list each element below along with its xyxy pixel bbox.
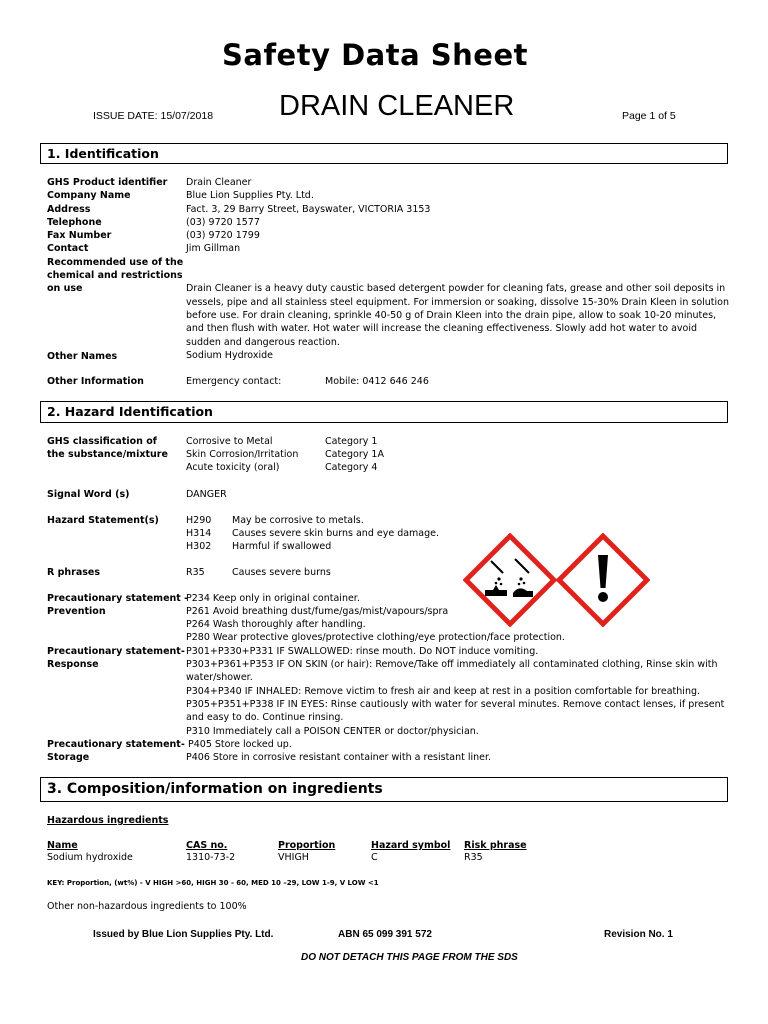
table-cell: VHIGH	[278, 852, 309, 863]
response-statement: water/shower.	[186, 672, 253, 683]
prevention-statement: P280 Wear protective gloves/protective clothing/eye protection/face protection.	[186, 632, 565, 643]
section-composition-heading: 3. Composition/information on ingredients	[40, 777, 728, 802]
hazard-code: H314	[186, 528, 212, 539]
contact-value: Jim Gillman	[186, 243, 241, 254]
page-title: Safety Data Sheet	[221, 38, 528, 72]
ghs-classification-label: GHS classification of	[47, 436, 157, 447]
mobile-number: Mobile: 0412 646 246	[325, 376, 429, 387]
company-value: Blue Lion Supplies Pty. Ltd.	[186, 190, 314, 201]
signal-word-label: Signal Word (s)	[47, 489, 130, 500]
response-statement: and easy to do. Continue rinsing.	[186, 712, 344, 723]
class-category: Category 1A	[325, 449, 384, 460]
revision-number: Revision No. 1	[604, 929, 673, 940]
telephone-value: (03) 9720 1577	[186, 217, 260, 228]
corrosion-pictogram-icon	[463, 533, 557, 627]
storage-label: Storage	[47, 752, 90, 763]
recommended-use-text: and then flush with water. Hot water will increase the cleaning effectiveness. Slowly add hot water to avoid	[186, 323, 698, 334]
class-category: Category 1	[325, 436, 378, 447]
response-label: Response	[47, 659, 99, 670]
company-label: Company Name	[47, 190, 131, 201]
table-cell: 1310-73-2	[186, 852, 236, 863]
fax-label: Fax Number	[47, 230, 112, 241]
recommended-use-text: before use. For drain cleaning, sprinkle 40-50 g of Drain Kleen into the drain pipe, allow to soak 10-20 minutes,	[186, 310, 717, 321]
column-header-cas: CAS no.	[186, 840, 228, 851]
prevention-label: Precautionary statement -	[47, 593, 189, 604]
ghs-identifier-value: Drain Cleaner	[186, 177, 252, 188]
response-statement: P301+P330+P331 IF SWALLOWED: rinse mouth. Do NOT induce vomiting.	[186, 646, 539, 657]
issued-by: Issued by Blue Lion Supplies Pty. Ltd.	[93, 929, 274, 940]
response-statement: P305+P351+P338 IF IN EYES: Rinse cautiously with water for several minutes. Remove contact lenses, if present	[186, 699, 725, 710]
prevention-statement: P264 Wash thoroughly after handling.	[186, 619, 366, 630]
ghs-classification-label: the substance/mixture	[47, 449, 168, 460]
hazard-text: May be corrosive to metals.	[232, 515, 364, 526]
telephone-label: Telephone	[47, 217, 102, 228]
class-name: Acute toxicity (oral)	[186, 462, 280, 473]
r-phrases-label: R phrases	[47, 567, 101, 578]
response-label: Precautionary statement-	[47, 646, 185, 657]
prevention-label: Prevention	[47, 606, 106, 617]
recommended-use-text: sudden and dangerous reaction.	[186, 337, 340, 348]
response-statement: P303+P361+P353 IF ON SKIN (or hair): Remove/Take off immediately all contaminated clothing, Rinse skin with	[186, 659, 718, 670]
issue-date: ISSUE DATE: 15/07/2018	[93, 110, 214, 122]
table-cell: C	[371, 852, 378, 863]
recommended-use-label: Recommended use of the	[47, 257, 184, 268]
hazard-text: Harmful if swallowed	[232, 541, 332, 552]
proportion-key: KEY: Proportion, (wt%) - V HIGH >60, HIGH 30 - 60, MED 10 –29, LOW 1-9, V LOW <1	[47, 879, 379, 887]
section-hazard-heading: 2. Hazard Identification	[40, 401, 728, 423]
page-number: Page 1 of 5	[622, 110, 676, 122]
hazardous-ingredients-heading: Hazardous ingredients	[47, 815, 169, 826]
hazard-code: H290	[186, 515, 212, 526]
storage-label: Precautionary statement-	[47, 739, 185, 750]
recommended-use-label: on use	[47, 283, 83, 294]
prevention-statement: P261 Avoid breathing dust/fume/gas/mist/vapours/spra	[186, 606, 449, 617]
other-names-label: Other Names	[47, 351, 118, 362]
column-header-proportion: Proportion	[278, 840, 336, 851]
detach-notice: DO NOT DETACH THIS PAGE FROM THE SDS	[301, 952, 518, 963]
abn: ABN 65 099 391 572	[338, 929, 432, 940]
ghs-identifier-label: GHS Product identifier	[47, 177, 168, 188]
fax-value: (03) 9720 1799	[186, 230, 260, 241]
exclamation-pictogram-icon	[556, 533, 650, 627]
signal-word-value: DANGER	[186, 489, 227, 500]
address-value: Fact. 3, 29 Barry Street, Bayswater, VICTORIA 3153	[186, 204, 431, 215]
other-info-label: Other Information	[47, 376, 144, 387]
storage-statement: P405 Store locked up.	[188, 739, 292, 750]
other-ingredients-note: Other non-hazardous ingredients to 100%	[47, 901, 247, 912]
class-name: Corrosive to Metal	[186, 436, 273, 447]
contact-label: Contact	[47, 243, 89, 254]
hazard-text: Causes severe skin burns and eye damage.	[232, 528, 440, 539]
response-statement: P304+P340 IF INHALED: Remove victim to fresh air and keep at rest in a position comfortable for breathing.	[186, 686, 701, 697]
recommended-use-label: chemical and restrictions	[47, 270, 183, 281]
table-cell: R35	[464, 852, 483, 863]
column-header-hazard-symbol: Hazard symbol	[371, 840, 451, 851]
table-cell: Sodium hydroxide	[47, 852, 133, 863]
section-identification-heading: 1. Identification	[40, 143, 728, 164]
other-names-value: Sodium Hydroxide	[186, 350, 273, 361]
recommended-use-text: vessels, pipe and all stainless steel equipment. For immersion or soaking, dissolve 15-30% Drain Kleen in solution	[186, 297, 729, 308]
class-category: Category 4	[325, 462, 378, 473]
prevention-statement: P234 Keep only in original container.	[186, 593, 360, 604]
hazard-statements-label: Hazard Statement(s)	[47, 515, 159, 526]
class-name: Skin Corrosion/Irritation	[186, 449, 299, 460]
r-phrase-code: R35	[186, 567, 205, 578]
product-name: DRAIN CLEANER	[279, 90, 515, 122]
emergency-contact-label: Emergency contact:	[186, 376, 282, 387]
address-label: Address	[47, 204, 91, 215]
storage-statement: P406 Store in corrosive resistant container with a resistant liner.	[186, 752, 492, 763]
hazard-code: H302	[186, 541, 212, 552]
column-header-risk-phrase: Risk phrase	[464, 840, 527, 851]
response-statement: P310 Immediately call a POISON CENTER or doctor/physician.	[186, 726, 479, 737]
recommended-use-text: Drain Cleaner is a heavy duty caustic based detergent powder for cleaning fats, grease and other soil deposits in	[186, 283, 726, 294]
column-header-name: Name	[47, 840, 78, 851]
r-phrase-text: Causes severe burns	[232, 567, 331, 578]
